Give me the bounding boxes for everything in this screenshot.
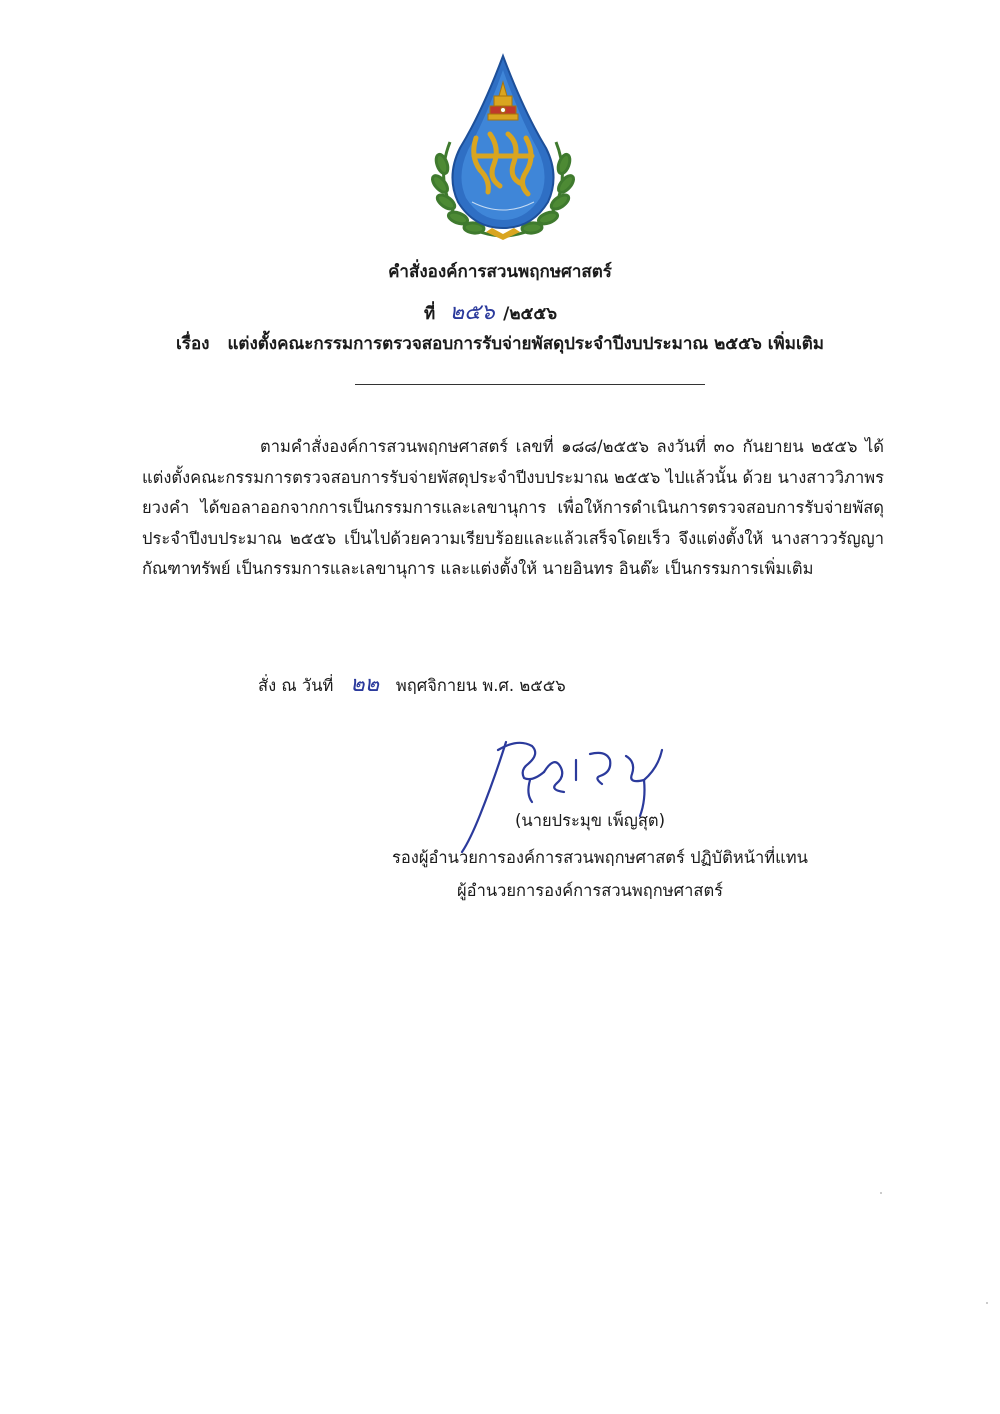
order-number-handwritten: ๒๕๖ bbox=[449, 300, 495, 325]
body-paragraph-block bbox=[142, 432, 884, 585]
order-number-line bbox=[424, 294, 557, 329]
order-date-rest: พฤศจิกายน พ.ศ. ๒๕๕๖ bbox=[395, 676, 566, 695]
order-title: คำสั่งองค์การสวนพฤกษศาสตร์ bbox=[388, 262, 612, 282]
signer-position-line2: ผู้อำนวยการองค์การสวนพฤกษศาสตร์ bbox=[457, 881, 724, 900]
order-date-prefix: สั่ง ณ วันที่ bbox=[258, 676, 334, 695]
order-number-suffix: /๒๕๕๖ bbox=[503, 304, 558, 324]
order-number-prefix: ที่ bbox=[424, 304, 436, 324]
body-paragraph: ตามคำสั่งองค์การสวนพฤกษศาสตร์ เลขที่ ๑๘๘/๒๕๕๖ ลงวันที่ ๓๐ กันยายน ๒๕๕๖ ได้แต่งตั้งคณะกรรมการตรวจสอบการรับจ่ายพัสดุประจำปีงบประมาณ ๒๕๕๖ ไปแล้วนั้น ด้วย นางสาววิภาพร ยวงคำ ได้ขอลาออกจากการเป็นกรรมการและเลขานุการ เพื่อให้การดำเนินการตรวจสอบการรับจ่ายพัสดุประจำปีงบประมาณ ๒๕๕๖ เป็นไปด้วยความเรียบร้อยและแล้วเสร็จโดยเร็ว จึงแต่งตั้งให้ นางสาววรัญญา กัณฑาทรัพย์ เป็นกรรมการและเลขานุการ และแต่งตั้งให้ นายอินทร อินต๊ะ เป็นกรรมการเพิ่มเติม bbox=[142, 437, 884, 578]
order-date-day-handwritten: ๒๒ bbox=[350, 672, 380, 697]
order-date bbox=[258, 666, 566, 701]
scan-speck bbox=[986, 1302, 988, 1304]
subject-line bbox=[0, 330, 1000, 357]
ribbon bbox=[486, 228, 520, 240]
signer-position-line1: รองผู้อำนวยการองค์การสวนพฤกษศาสตร์ ปฏิบัติหน้าที่แทน bbox=[392, 848, 808, 867]
subject-text: แต่งตั้งคณะกรรมการตรวจสอบการรับจ่ายพัสดุประจำปีงบประมาณ ๒๕๕๖ เพิ่มเติม bbox=[227, 334, 824, 354]
signer-name: (นายประมุข เพ็ญสุต) bbox=[515, 811, 666, 830]
scan-speck bbox=[880, 1192, 882, 1194]
header-divider bbox=[355, 384, 705, 385]
organization-emblem-logo bbox=[428, 52, 578, 242]
handwritten-signature bbox=[440, 720, 700, 860]
subject-label: เรื่อง bbox=[176, 334, 210, 354]
